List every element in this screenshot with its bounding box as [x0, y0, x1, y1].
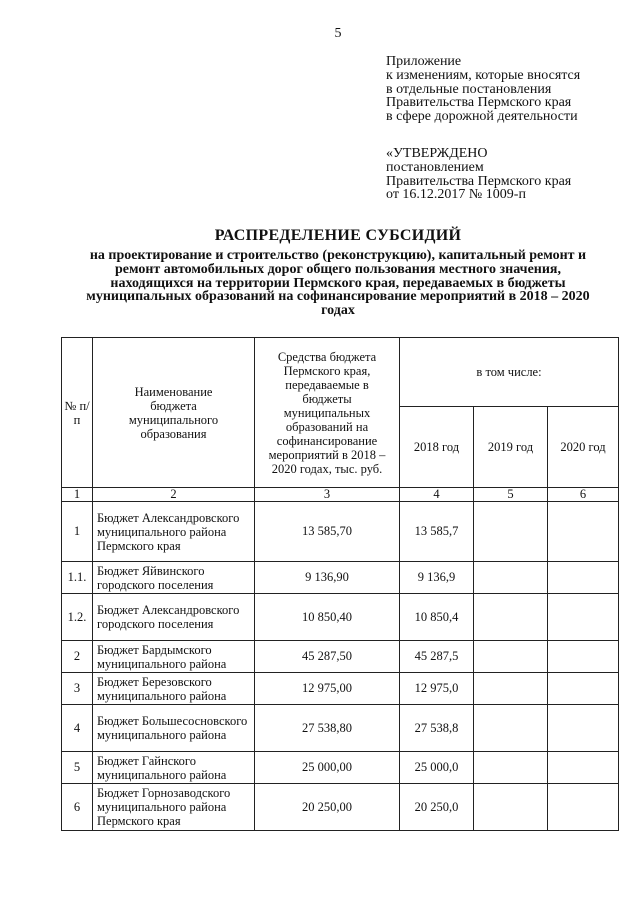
table-row	[62, 641, 619, 673]
amount-2019-cell	[474, 673, 548, 705]
column-number: 4	[400, 488, 474, 502]
budget-name-cell: Бюджет Яйвинского городского поселения	[93, 562, 255, 594]
header-2019: 2019 год	[474, 407, 548, 488]
amount-2020-cell	[548, 562, 619, 594]
amount-2018-cell: 45 287,5	[400, 641, 474, 673]
header-num: № п/п	[62, 338, 93, 488]
header-funds: Средства бюджета Пермского края, передаваемые в бюджеты муниципальных образований на софинансирование мероприятий в 2018 – 2020 годах, тыс. руб.	[255, 338, 400, 488]
column-number: 3	[255, 488, 400, 502]
amount-2019-cell	[474, 594, 548, 641]
appendix-line: в отдельные постановления	[386, 81, 552, 97]
amount-2018-cell: 13 585,7	[400, 502, 474, 562]
document-subtitle: на проектирование и строительство (реконструкцию), капитальный ремонт и ремонт автомобильных дорог общего пользования местного значения, находящихся на территории Пермского края, передаваемых в бюджеты муниципальных образований на софинансирование мероприятий в 2018 – 2020 годах	[86, 248, 590, 319]
row-number-cell: 6	[62, 784, 93, 831]
row-number-cell: 1.1.	[62, 562, 93, 594]
column-number: 1	[62, 488, 93, 502]
document-title: РАСПРЕДЕЛЕНИЕ СУБСИДИЙ	[214, 227, 462, 244]
table-row	[62, 594, 619, 641]
approved-line: Правительства Пермского края	[386, 173, 572, 189]
total-amount-cell: 13 585,70	[255, 502, 400, 562]
row-number-cell: 5	[62, 752, 93, 784]
amount-2018-cell: 25 000,0	[400, 752, 474, 784]
amount-2020-cell	[548, 673, 619, 705]
column-number: 5	[474, 488, 548, 502]
table-row	[62, 705, 619, 752]
budget-name-cell: Бюджет Александровского муниципального района Пермского края	[93, 502, 255, 562]
column-number-row	[62, 488, 619, 502]
amount-2020-cell	[548, 502, 619, 562]
amount-2020-cell	[548, 594, 619, 641]
header-2020: 2020 год	[548, 407, 619, 488]
approved-line: «УТВЕРЖДЕНО	[386, 146, 488, 161]
budget-name-cell: Бюджет Гайнского муниципального района	[93, 752, 255, 784]
column-number: 6	[548, 488, 619, 502]
header-including: в том числе:	[400, 338, 619, 407]
table-row	[62, 784, 619, 831]
budget-name-cell: Бюджет Горнозаводского муниципального района Пермского края	[93, 784, 255, 831]
amount-2018-cell: 10 850,4	[400, 594, 474, 641]
appendix-line: Правительства Пермского края	[386, 95, 572, 111]
total-amount-cell: 12 975,00	[255, 673, 400, 705]
amount-2019-cell	[474, 562, 548, 594]
row-number-cell: 4	[62, 705, 93, 752]
amount-2019-cell	[474, 502, 548, 562]
approved-block	[386, 147, 571, 202]
row-number-cell: 2	[62, 641, 93, 673]
approved-line: от 16.12.2017 № 1009-п	[386, 187, 526, 203]
total-amount-cell: 27 538,80	[255, 705, 400, 752]
amount-2020-cell	[548, 752, 619, 784]
amount-2018-cell: 20 250,0	[400, 784, 474, 831]
column-number: 2	[93, 488, 255, 502]
appendix-line: к изменениям, которые вносятся	[386, 67, 581, 83]
row-number-cell: 1	[62, 502, 93, 562]
header-name: Наименование бюджета муниципального образования	[93, 338, 255, 488]
budget-name-cell: Бюджет Березовского муниципального района	[93, 673, 255, 705]
header-2018: 2018 год	[400, 407, 474, 488]
row-number-cell: 3	[62, 673, 93, 705]
budget-name-cell: Бюджет Бардымского муниципального района	[93, 641, 255, 673]
table-row	[62, 502, 619, 562]
table-row	[62, 673, 619, 705]
amount-2019-cell	[474, 784, 548, 831]
total-amount-cell: 10 850,40	[255, 594, 400, 641]
appendix-line: Приложение	[386, 54, 462, 69]
total-amount-cell: 20 250,00	[255, 784, 400, 831]
total-amount-cell: 9 136,90	[255, 562, 400, 594]
approved-line: постановлением	[386, 159, 484, 175]
amount-2019-cell	[474, 705, 548, 752]
amount-2020-cell	[548, 641, 619, 673]
row-number-cell: 1.2.	[62, 594, 93, 641]
budget-name-cell: Бюджет Большесосновского муниципального района	[93, 705, 255, 752]
page-number: 5	[334, 26, 342, 41]
amount-2019-cell	[474, 641, 548, 673]
table-row	[62, 562, 619, 594]
total-amount-cell: 45 287,50	[255, 641, 400, 673]
amount-2020-cell	[548, 705, 619, 752]
amount-2019-cell	[474, 752, 548, 784]
subsidy-table	[61, 337, 619, 831]
appendix-line: в сфере дорожной деятельности	[386, 109, 578, 125]
amount-2020-cell	[548, 784, 619, 831]
total-amount-cell: 25 000,00	[255, 752, 400, 784]
table-row	[62, 752, 619, 784]
appendix-block	[386, 55, 580, 124]
amount-2018-cell: 9 136,9	[400, 562, 474, 594]
amount-2018-cell: 12 975,0	[400, 673, 474, 705]
budget-name-cell: Бюджет Александровского городского поселения	[93, 594, 255, 641]
amount-2018-cell: 27 538,8	[400, 705, 474, 752]
